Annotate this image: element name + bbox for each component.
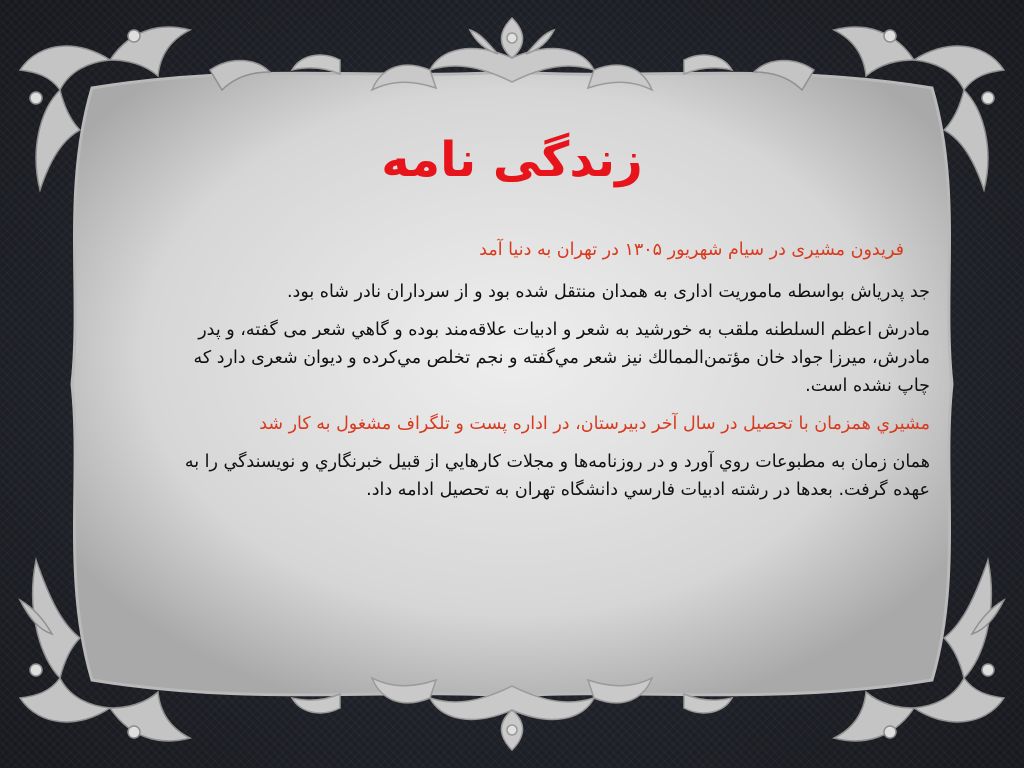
paragraph-job: مشيري همزمان با تحصيل در سال آخر دبيرستان، در اداره پست و تلگراف مشغول به کار شد (259, 414, 930, 434)
slide-title: زندگی نامه (381, 132, 643, 188)
paragraph-birth: فریدون مشیری در سیام شهریور ۱۳۰۵ در تهران به دنیا آمد (479, 240, 904, 260)
slide-content (160, 236, 930, 514)
paragraph-ancestry: جد پدریاش بواسطه ماموریت اداری به همدان منتقل شده بود و از سرداران نادر شاه بود. (286, 282, 930, 302)
paragraph-journalism: همان زمان به مطبوعات روي آورد و در روزنامه‌ها و مجلات كارهايي از قبيل خبرنگاري و نويسندگي را به عهده گرفت. بعدها در رشته ادبيات فارسي دانشگاه تهران به تحصيل ادامه داد. (184, 452, 930, 500)
paragraph-mother: مادرش اعظم السلطنه ملقب به خورشید به شعر و ادبیات علاقه‌مند بوده و گاهي شعر می گفته، و پدر مادرش، میرزا جواد خان مؤتمن‌الممالك نیز شعر مي‌گفته و نجم تخلص مي‌کرده و دیوان شعری دارد که چاپ نشده است. (193, 320, 930, 396)
